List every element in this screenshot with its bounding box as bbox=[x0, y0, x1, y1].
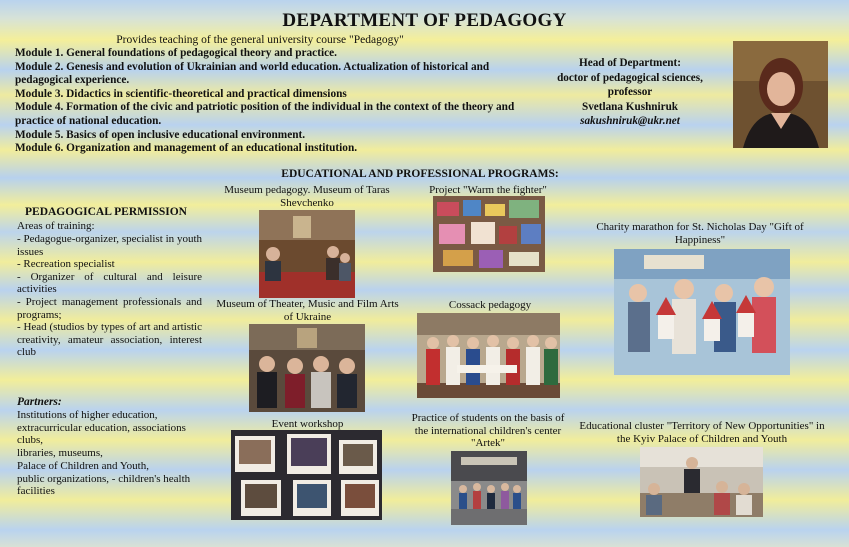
caption-workshop: Event workshop bbox=[271, 418, 344, 430]
programs-heading: EDUCATIONAL AND PROFESSIONAL PROGRAMS: bbox=[281, 168, 559, 180]
areas-label: Areas of training: bbox=[17, 220, 95, 232]
module-item: Module 6. Organization and management of an educational institution. bbox=[15, 142, 358, 155]
area-item: - Organizer of cultural and leisure activities bbox=[17, 270, 202, 296]
caption-cossack: Cossack pedagogy bbox=[448, 299, 532, 311]
areas-list bbox=[17, 233, 202, 359]
caption-theater-museum: Museum of Theater, Music and Film Arts of Ukraine bbox=[216, 298, 399, 323]
caption-charity: Charity marathon for St. Nicholas Day "Gift of Happiness" bbox=[596, 221, 804, 246]
cossack-photo bbox=[417, 313, 560, 398]
workshop-photo bbox=[231, 430, 382, 520]
charity-photo bbox=[614, 249, 790, 375]
module-item: Module 5. Basics of open inclusive educational environment. bbox=[15, 128, 306, 141]
warm-fighter-photo bbox=[433, 196, 545, 272]
area-item: - Project management professionals and programs; bbox=[17, 295, 202, 321]
head-label: Head of Department: bbox=[579, 57, 681, 69]
caption-cluster: Educational cluster "Territory of New Opportunities" in the Kyiv Palace of Children and Youth bbox=[579, 420, 825, 445]
artek-photo bbox=[451, 451, 527, 525]
head-portrait-photo bbox=[733, 41, 828, 148]
head-degree: doctor of pedagogical sciences, bbox=[557, 71, 703, 84]
partner-item: public organizations, - children's health facilities bbox=[17, 472, 191, 498]
partners-list bbox=[17, 409, 192, 498]
module-item: Module 1. General foundations of pedagogical theory and practice. bbox=[15, 47, 337, 59]
module-list bbox=[15, 47, 520, 156]
partner-item: Institutions of higher education, extracurricular education, associations clubs, bbox=[17, 409, 186, 447]
partners-label: Partners: bbox=[17, 396, 62, 408]
area-item: - Recreation specialist bbox=[17, 258, 115, 271]
head-email[interactable]: sakushniruk@ukr.net bbox=[580, 115, 680, 127]
theater-museum-photo bbox=[249, 324, 365, 412]
head-of-department bbox=[535, 56, 725, 129]
caption-museum-pedagogy: Museum pedagogy. Museum of Taras Shevchenko bbox=[224, 184, 390, 209]
partner-item: libraries, museums, bbox=[17, 447, 103, 460]
module-item: Module 3. Didactics in scientific-theoretical and practical dimensions bbox=[15, 87, 347, 100]
caption-artek: Practice of students on the basis of the international children's center "Artek" bbox=[411, 412, 565, 449]
area-item: - Pedagogue-organizer, specialist in youth issues bbox=[17, 233, 202, 258]
course-line: Provides teaching of the general university course "Pedagogy" bbox=[116, 34, 404, 46]
page-title: DEPARTMENT OF PEDAGOGY bbox=[282, 10, 567, 31]
permission-title: PEDAGOGICAL PERMISSION bbox=[25, 206, 187, 218]
head-name: Svetlana Kushniruk bbox=[581, 100, 679, 113]
module-item: Module 4. Formation of the civic and patriotic position of the individual in the context of the theory and practice of national education. bbox=[15, 101, 515, 127]
partner-item: Palace of Children and Youth, bbox=[17, 459, 149, 472]
head-position: professor bbox=[607, 86, 653, 98]
museum-pedagogy-photo bbox=[259, 210, 355, 298]
caption-warm-fighter: Project "Warm the fighter" bbox=[429, 184, 547, 196]
cluster-photo bbox=[640, 447, 763, 517]
area-item: - Head (studios by types of art and artistic creativity, amateur association, interest club bbox=[17, 321, 202, 359]
module-item: Module 2. Genesis and evolution of Ukrainian and world education. Actualization of historical and pedagogical experience. bbox=[15, 60, 490, 87]
